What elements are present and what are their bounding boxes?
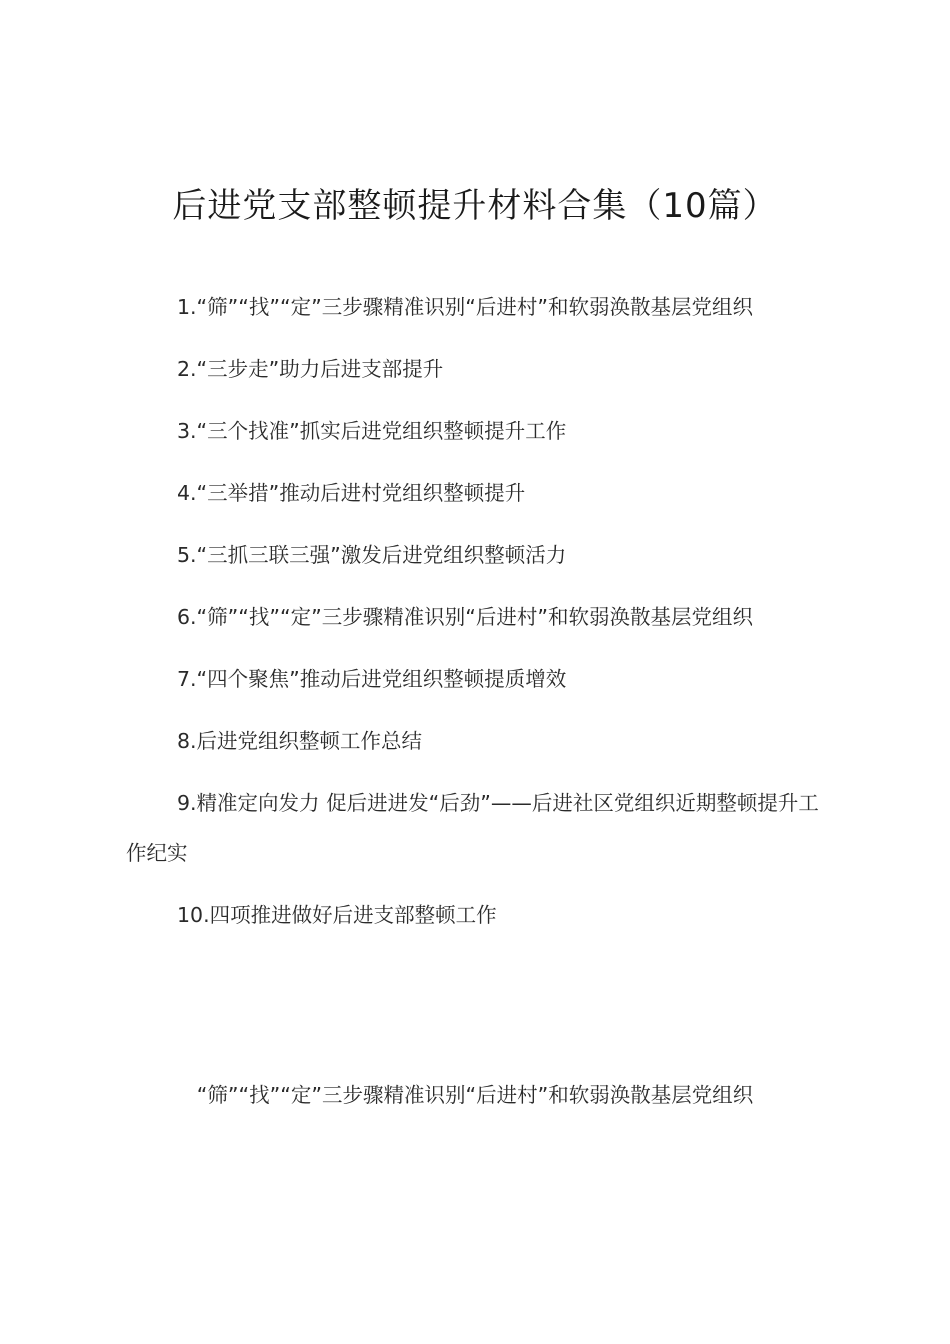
toc-item-7: 7.“四个聚焦”推动后进党组织整顿提质增效 bbox=[177, 667, 567, 691]
toc-item-6: 6.“筛”“找”“定”三步骤精准识别“后进村”和软弱涣散基层党组织 bbox=[177, 605, 754, 629]
section-heading: “筛”“找”“定”三步骤精准识别“后进村”和软弱涣散基层党组织 bbox=[196, 1083, 754, 1107]
toc-item-8: 8.后进党组织整顿工作总结 bbox=[177, 729, 423, 753]
toc-item-4: 4.“三举措”推动后进村党组织整顿提升 bbox=[177, 481, 526, 505]
toc-item-5: 5.“三抓三联三强”激发后进党组织整顿活力 bbox=[177, 543, 567, 567]
toc-item-1: 1.“筛”“找”“定”三步骤精准识别“后进村”和软弱涣散基层党组织 bbox=[177, 295, 754, 319]
toc-item-2: 2.“三步走”助力后进支部提升 bbox=[177, 357, 444, 381]
page-title: 后进党支部整顿提升材料合集（10篇） bbox=[172, 186, 778, 226]
toc-item-10: 10.四项推进做好后进支部整顿工作 bbox=[177, 903, 497, 927]
table-of-contents bbox=[126, 282, 836, 952]
toc-item-9: 9.精准定向发力 促后进进发“后劲”——后进社区党组织近期整顿提升工作纪实 bbox=[126, 791, 819, 865]
toc-item-3: 3.“三个找准”抓实后进党组织整顿提升工作 bbox=[177, 419, 567, 443]
